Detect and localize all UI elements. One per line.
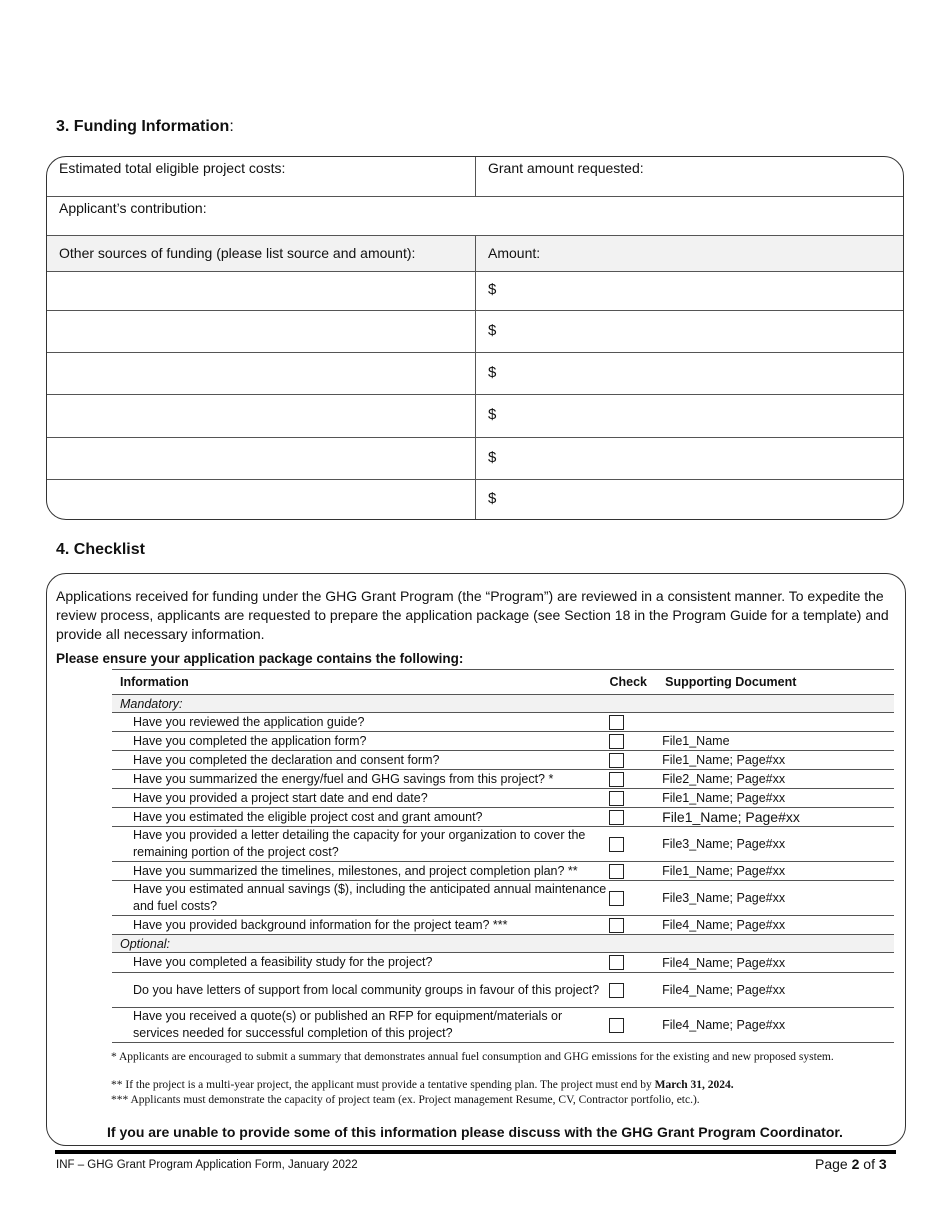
closing-note: If you are unable to provide some of this information please discuss with the GHG Grant Program Coordinator. xyxy=(107,1124,843,1140)
table-row xyxy=(112,732,894,751)
table-row xyxy=(112,862,894,881)
question-text: Have you estimated annual savings ($), including the anticipated annual maintenance and fuel costs? xyxy=(133,882,607,913)
funding-source-row xyxy=(47,395,903,438)
footer-divider xyxy=(55,1150,896,1154)
question-text: Have you completed a feasibility study for the project? xyxy=(133,955,433,969)
funding-source-row xyxy=(47,353,903,395)
funding-table xyxy=(46,156,904,520)
checkbox[interactable] xyxy=(609,791,624,806)
table-row xyxy=(112,953,894,973)
funding-source-row xyxy=(47,480,903,520)
footnote-1: * Applicants are encouraged to submit a summary that demonstrates annual fuel consumption and GHG emissions for the existing and new proposed system. xyxy=(111,1051,834,1063)
checkbox[interactable] xyxy=(609,1018,624,1033)
funding-section-title: 3. Funding Information: xyxy=(56,118,234,135)
dollar-sign: $ xyxy=(488,364,497,381)
supporting-document: File3_Name; Page#xx xyxy=(662,837,786,851)
group-row-optional xyxy=(112,935,894,953)
other-sources-header xyxy=(47,236,475,271)
funding-amount-input[interactable] xyxy=(475,272,904,310)
table-header-row xyxy=(112,670,894,695)
table-row xyxy=(112,751,894,770)
funding-source-input[interactable] xyxy=(47,438,475,479)
optional-label: Optional: xyxy=(112,935,894,953)
footer-form-title: INF – GHG Grant Program Application Form, January 2022 xyxy=(56,1159,358,1171)
supporting-document: File1_Name; Page#xx xyxy=(662,864,786,878)
checkbox[interactable] xyxy=(609,955,624,970)
funding-amount-input[interactable] xyxy=(475,480,904,520)
supporting-document: File2_Name; Page#xx xyxy=(662,772,786,786)
question-text: Have you received a quote(s) or published an RFP for equipment/materials or services needed for successful completion of this project? xyxy=(133,1009,563,1040)
funding-source-row xyxy=(47,438,903,480)
group-row-mandatory xyxy=(112,695,894,713)
estimated-costs-label: Estimated total eligible project costs: xyxy=(59,160,286,176)
funding-source-input[interactable] xyxy=(47,353,475,394)
funding-row-contribution xyxy=(47,197,903,236)
funding-source-row xyxy=(47,311,903,353)
checklist-intro: Applications received for funding under the GHG Grant Program (the “Program”) are reviewed in a consistent manner. To expedite the review process, applicants are requested to prepare the application package (see Section 18 in the Program Guide for a template) and provide all necessary information. xyxy=(56,588,889,642)
supporting-document: File4_Name; Page#xx xyxy=(662,1018,786,1032)
checkbox[interactable] xyxy=(609,734,624,749)
dollar-sign: $ xyxy=(488,406,497,423)
funding-source-input[interactable] xyxy=(47,311,475,352)
table-row xyxy=(112,808,894,827)
table-row xyxy=(112,881,894,916)
checklist-section-title: 4. Checklist xyxy=(56,541,145,558)
checkbox[interactable] xyxy=(609,864,624,879)
funding-source-input[interactable] xyxy=(47,395,475,437)
applicant-contribution-label: Applicant’s contribution: xyxy=(59,200,207,216)
checklist-ensure-heading: Please ensure your application package contains the following: xyxy=(56,651,464,666)
table-row xyxy=(112,827,894,862)
table-row xyxy=(112,713,894,732)
grant-amount-label: Grant amount requested: xyxy=(488,160,644,176)
amount-label: Amount: xyxy=(488,245,541,261)
grant-amount-field[interactable] xyxy=(475,157,904,196)
supporting-document: File1_Name; Page#xx xyxy=(662,753,786,767)
amount-header xyxy=(475,236,904,271)
table-row xyxy=(112,1008,894,1043)
supporting-document: File4_Name; Page#xx xyxy=(662,983,786,997)
supporting-document: File1_Name xyxy=(662,734,730,748)
question-text: Have you estimated the eligible project cost and grant amount? xyxy=(133,809,483,824)
checkbox[interactable] xyxy=(609,983,624,998)
supporting-document: File4_Name; Page#xx xyxy=(662,918,786,932)
dollar-sign: $ xyxy=(488,322,497,339)
question-text: Have you provided background information for the project team? *** xyxy=(133,917,508,932)
funding-source-row xyxy=(47,272,903,311)
checkbox[interactable] xyxy=(609,918,624,933)
dollar-sign: $ xyxy=(488,281,497,298)
question-text: Have you summarized the energy/fuel and GHG savings from this project? * xyxy=(133,771,554,786)
table-row xyxy=(112,789,894,808)
funding-row-other-header xyxy=(47,236,903,272)
funding-source-input[interactable] xyxy=(47,272,475,310)
question-text: Have you completed the declaration and consent form? xyxy=(133,752,440,767)
table-row xyxy=(112,770,894,789)
estimated-costs-field[interactable] xyxy=(47,157,475,196)
question-text: Have you completed the application form? xyxy=(133,733,367,748)
funding-source-input[interactable] xyxy=(47,480,475,520)
page-number: Page 2 of 3 xyxy=(815,1156,887,1172)
funding-amount-input[interactable] xyxy=(475,311,904,352)
supporting-document: File4_Name; Page#xx xyxy=(662,955,786,970)
question-text: Do you have letters of support from local community groups in favour of this project? xyxy=(133,982,600,997)
table-row xyxy=(112,916,894,935)
funding-row-costs xyxy=(47,157,903,197)
other-sources-label: Other sources of funding (please list source and amount): xyxy=(59,245,416,261)
checkbox[interactable] xyxy=(609,891,624,906)
supporting-document xyxy=(662,713,894,732)
question-text: Have you reviewed the application guide? xyxy=(133,714,365,729)
checkbox[interactable] xyxy=(609,810,624,825)
table-row xyxy=(112,973,894,1008)
supporting-document: File1_Name; Page#xx xyxy=(662,791,786,805)
footnote-3: *** Applicants must demonstrate the capacity of project team (ex. Project management Resume, CV, Contractor portfolio, etc.). xyxy=(111,1094,700,1106)
dollar-sign: $ xyxy=(488,449,497,466)
supporting-document: File3_Name; Page#xx xyxy=(662,891,786,905)
header-check: Check xyxy=(609,675,647,689)
footnote-2: ** If the project is a multi-year project, the applicant must provide a tentative spending plan. The project must end by March 31, 2024. xyxy=(111,1079,734,1091)
header-supporting-document: Supporting Document xyxy=(665,675,797,689)
header-information: Information xyxy=(120,675,189,689)
question-text: Have you provided a project start date and end date? xyxy=(133,790,428,805)
funding-amount-input[interactable] xyxy=(475,395,904,437)
question-text: Have you provided a letter detailing the capacity for your organization to cover the remaining portion of the project cost? xyxy=(133,828,586,859)
applicant-contribution-field[interactable] xyxy=(47,197,903,235)
dollar-sign: $ xyxy=(488,490,497,507)
checkbox[interactable] xyxy=(609,753,624,768)
checklist-table xyxy=(112,669,894,1043)
supporting-document: File1_Name; Page#xx xyxy=(662,809,800,825)
checkbox[interactable] xyxy=(609,715,624,730)
funding-amount-input[interactable] xyxy=(475,353,904,394)
question-text: Have you summarized the timelines, milestones, and project completion plan? ** xyxy=(133,863,578,878)
checkbox[interactable] xyxy=(609,837,624,852)
funding-amount-input[interactable] xyxy=(475,438,904,479)
mandatory-label: Mandatory: xyxy=(112,695,894,713)
checkbox[interactable] xyxy=(609,772,624,787)
